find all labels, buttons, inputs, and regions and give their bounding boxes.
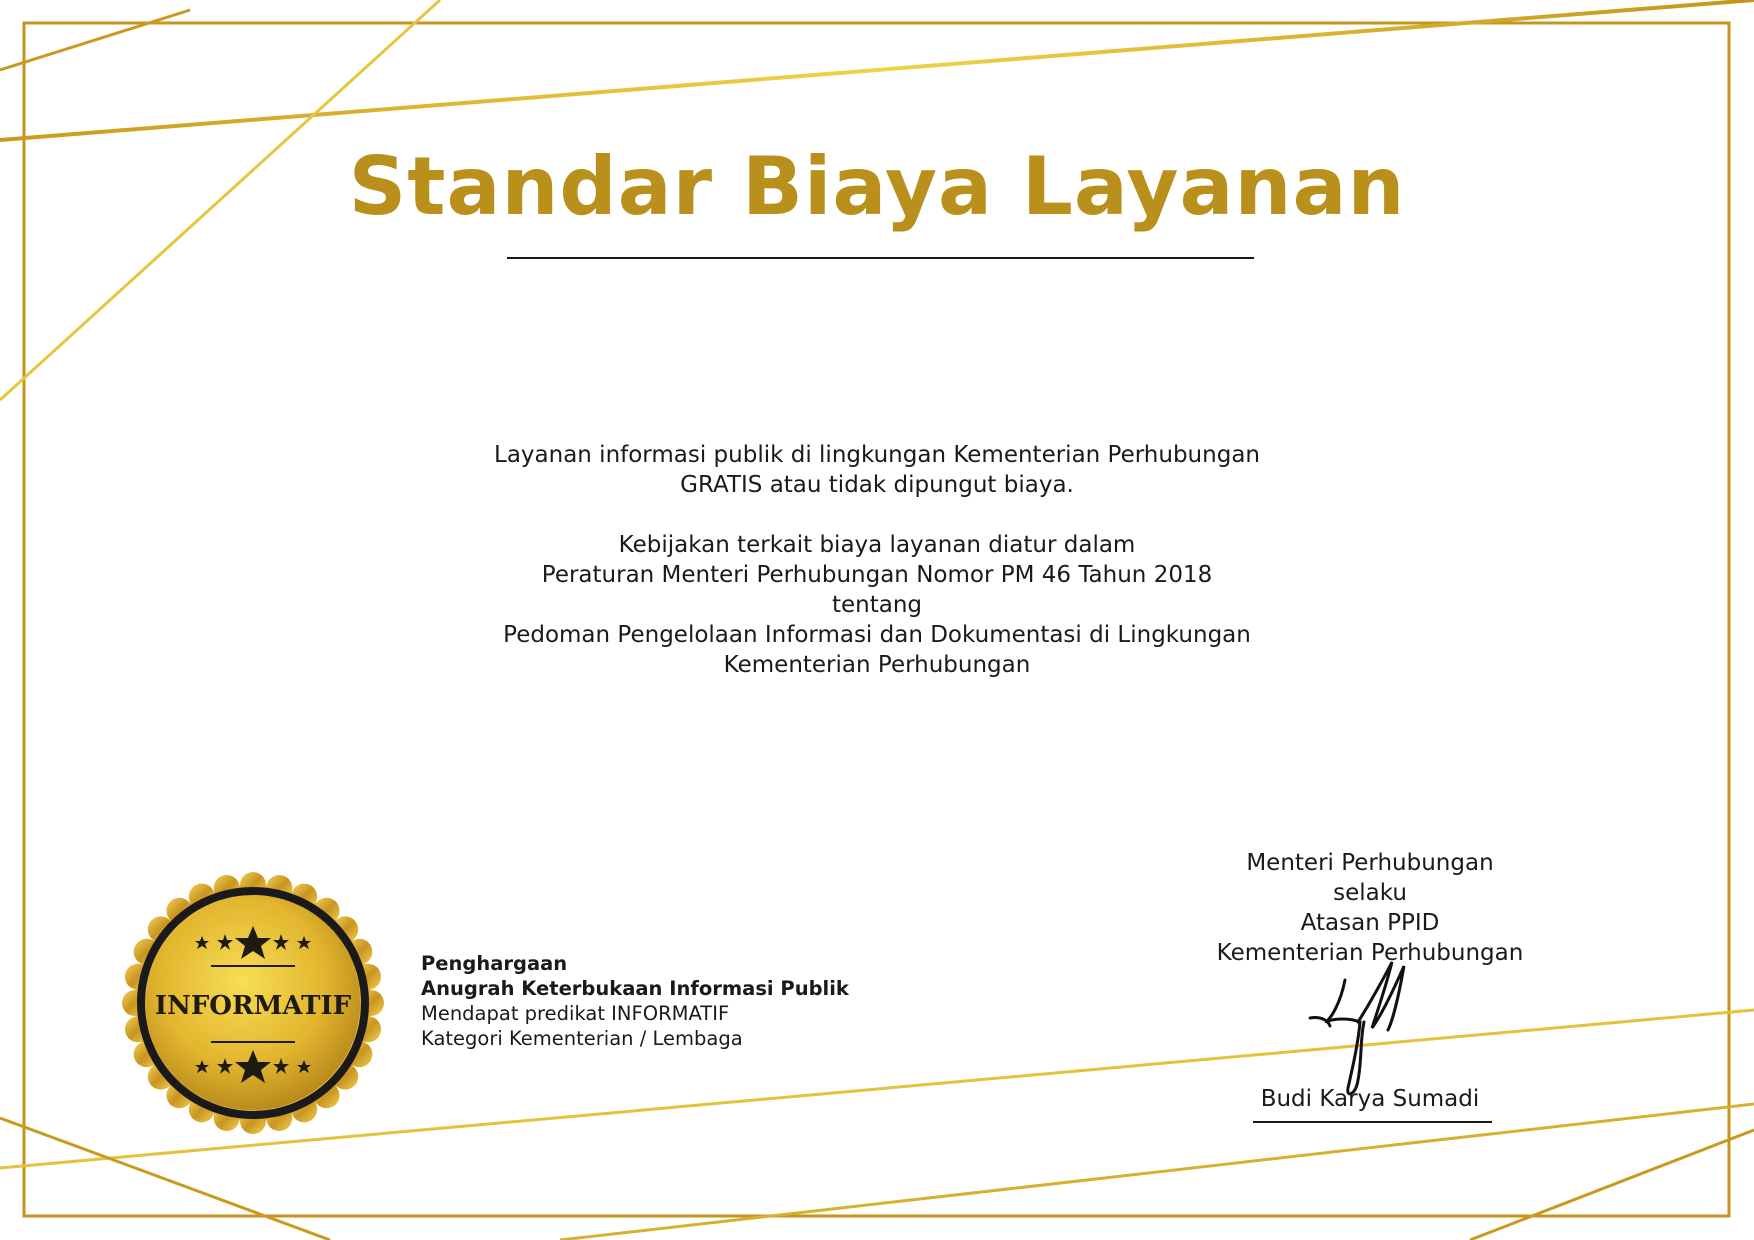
award-category: Kategori Kementerian / Lembaga	[421, 1027, 743, 1050]
gold-line	[1470, 1130, 1754, 1240]
title-underline	[507, 257, 1254, 259]
seal-label: INFORMATIF	[154, 991, 352, 1021]
gold-line	[0, 10, 190, 70]
award-predicate: Mendapat predikat INFORMATIF	[421, 1002, 730, 1025]
signatory-line: Kementerian Perhubungan	[1216, 940, 1524, 966]
gold-line	[560, 1104, 1754, 1240]
body-line: Kebijakan terkait biaya layanan diatur dalam	[618, 532, 1136, 558]
award-heading: Penghargaan	[421, 952, 568, 975]
body-line: Peraturan Menteri Perhubungan Nomor PM 46 Tahun 2018	[541, 562, 1213, 588]
signatory-line: selaku	[1333, 880, 1407, 906]
body-text	[377, 440, 1377, 680]
body-line: Pedoman Pengelolaan Informasi dan Dokumentasi di Lingkungan	[503, 622, 1251, 648]
paragraph-gap	[377, 500, 1377, 530]
body-line: Kementerian Perhubungan	[723, 652, 1031, 678]
body-line: GRATIS atau tidak dipungut biaya.	[680, 472, 1074, 498]
handwritten-signature	[1300, 960, 1430, 1100]
informatif-seal	[118, 868, 388, 1138]
gold-line	[0, 0, 1754, 140]
signatory-line: Atasan PPID	[1300, 910, 1440, 936]
signatory-block	[1170, 848, 1570, 968]
body-line: tentang	[831, 592, 923, 618]
award-block	[421, 951, 849, 1051]
signatory-line: Menteri Perhubungan	[1246, 850, 1494, 876]
body-line: Layanan informasi publik di lingkungan Kementerian Perhubungan	[494, 442, 1260, 468]
signatory-name: Budi Karya Sumadi	[1260, 1086, 1480, 1112]
signatory-underline	[1253, 1121, 1492, 1123]
award-name: Anugrah Keterbukaan Informasi Publik	[421, 977, 849, 1000]
page-title: Standar Biaya Layanan	[348, 140, 1406, 233]
